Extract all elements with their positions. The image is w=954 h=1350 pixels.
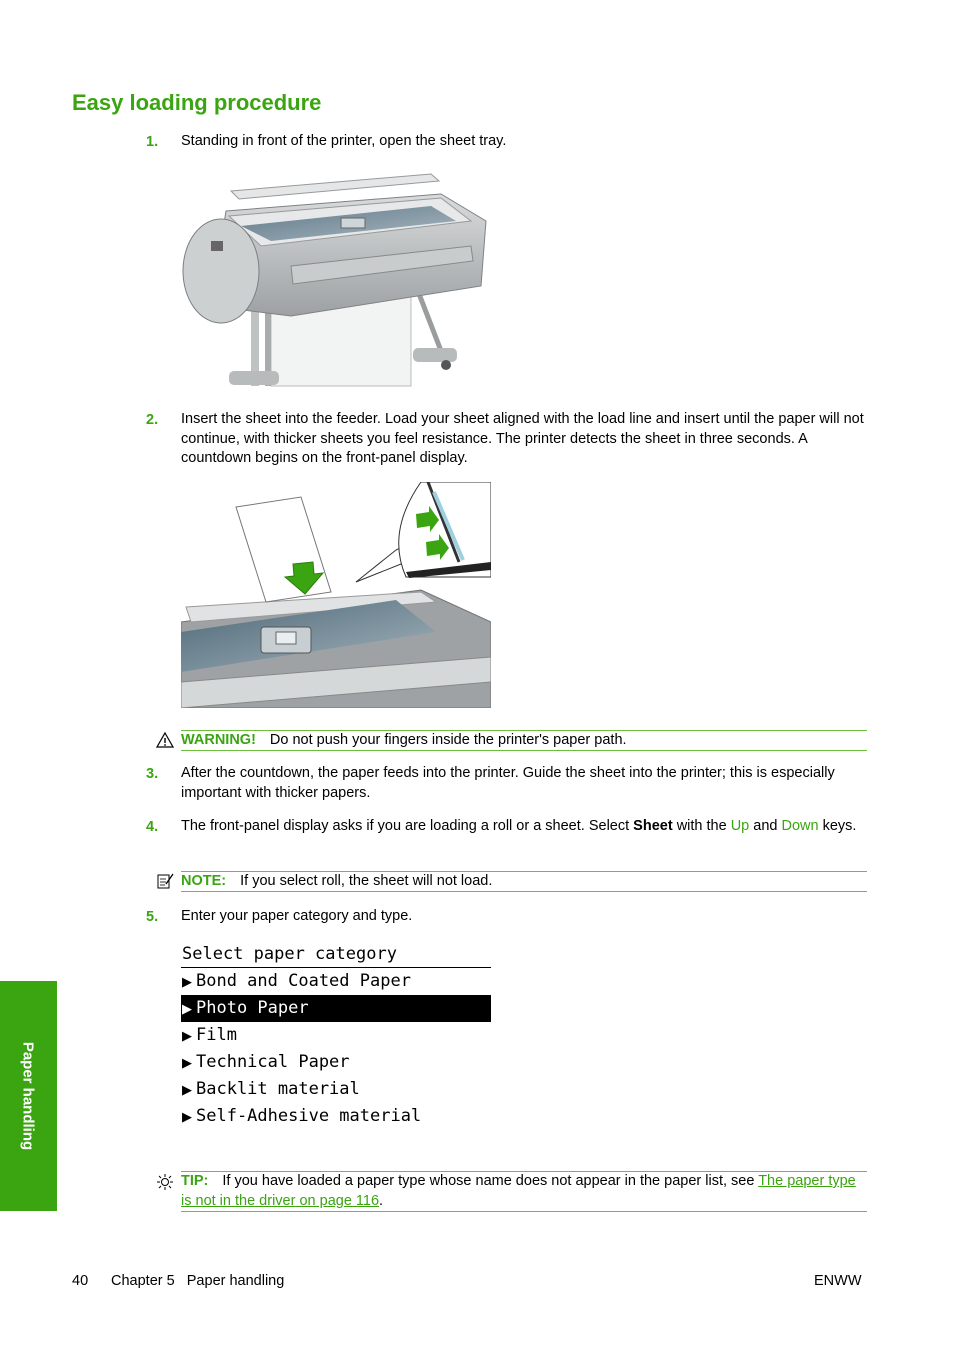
tip-link[interactable]: The paper type is not in the driver on page 116 bbox=[181, 1173, 856, 1209]
menu-item[interactable]: ▶ Bond and Coated Paper bbox=[182, 971, 411, 991]
step-number: 2. bbox=[146, 412, 159, 428]
note-notice bbox=[181, 871, 867, 892]
up-key: Up bbox=[730, 818, 750, 834]
menu-header: Select paper category bbox=[181, 943, 491, 968]
page-number: 40 bbox=[72, 1273, 89, 1289]
menu-item[interactable]: ▶ Technical Paper bbox=[182, 1052, 350, 1072]
menu-item[interactable]: ▶ Backlit material bbox=[182, 1079, 360, 1099]
side-tab-label: Paper handling bbox=[19, 1041, 37, 1151]
triangle-icon: ▶ bbox=[182, 1083, 192, 1098]
tip-text: If you have loaded a paper type whose name does not appear in the paper list, see bbox=[222, 1173, 759, 1189]
step-number: 5. bbox=[146, 909, 159, 925]
step-text: Enter your paper category and type. bbox=[181, 908, 413, 924]
step-text: The front-panel display asks if you are loading a roll or a sheet. Select Sheet with the Up and Down keys. bbox=[181, 818, 857, 834]
tip-notice: TIP: If you have loaded a paper type whose name does not appear in the paper list, see The paper type is not in the driver on page 116. bbox=[181, 1171, 867, 1212]
step-number: 3. bbox=[146, 766, 159, 782]
warning-icon bbox=[156, 731, 174, 749]
step-text: After the countdown, the paper feeds into the printer. Guide the sheet into the printer; this is especially important with thicker papers. bbox=[181, 765, 835, 801]
footer-right: ENWW bbox=[814, 1273, 862, 1289]
triangle-icon: ▶ bbox=[182, 1110, 192, 1125]
tip-label: TIP: bbox=[181, 1173, 209, 1189]
paper-category-menu bbox=[181, 943, 491, 1130]
note-icon bbox=[156, 872, 174, 890]
menu-item[interactable]: ▶ Film bbox=[182, 1025, 237, 1045]
warning-label: WARNING! bbox=[181, 732, 256, 748]
printer-sheet-tray-illustration bbox=[181, 166, 491, 392]
chapter-side-tab bbox=[0, 981, 57, 1211]
warning-text: Do not push your fingers inside the printer's paper path. bbox=[269, 732, 627, 748]
tip-icon bbox=[156, 1173, 174, 1191]
note-label: NOTE: bbox=[181, 873, 227, 889]
triangle-icon: ▶ bbox=[182, 1056, 192, 1071]
down-key: Down bbox=[781, 818, 819, 834]
warning-notice bbox=[181, 730, 867, 751]
step-text: Insert the sheet into the feeder. Load your sheet aligned with the load line and insert until the paper will not continue, with thicker sheets you feel resistance. The printer detects the sheet in three seconds. A countdown begins on the front-panel display. bbox=[181, 411, 864, 466]
menu-item[interactable]: ▶ Self-Adhesive material bbox=[182, 1106, 422, 1126]
section-title: Easy loading procedure bbox=[72, 90, 322, 115]
step-number: 4. bbox=[146, 819, 159, 835]
sheet-insertion-illustration bbox=[181, 482, 491, 708]
footer-chapter: Chapter 5 Paper handling bbox=[111, 1273, 285, 1289]
note-text: If you select roll, the sheet will not load. bbox=[240, 873, 493, 889]
step-text: Standing in front of the printer, open the sheet tray. bbox=[181, 133, 507, 149]
triangle-icon: ▶ bbox=[182, 1002, 192, 1017]
step-number: 1. bbox=[146, 134, 159, 150]
triangle-icon: ▶ bbox=[182, 1029, 192, 1044]
menu-item-selected[interactable]: ▶ Photo Paper bbox=[181, 995, 491, 1022]
triangle-icon: ▶ bbox=[182, 975, 192, 990]
